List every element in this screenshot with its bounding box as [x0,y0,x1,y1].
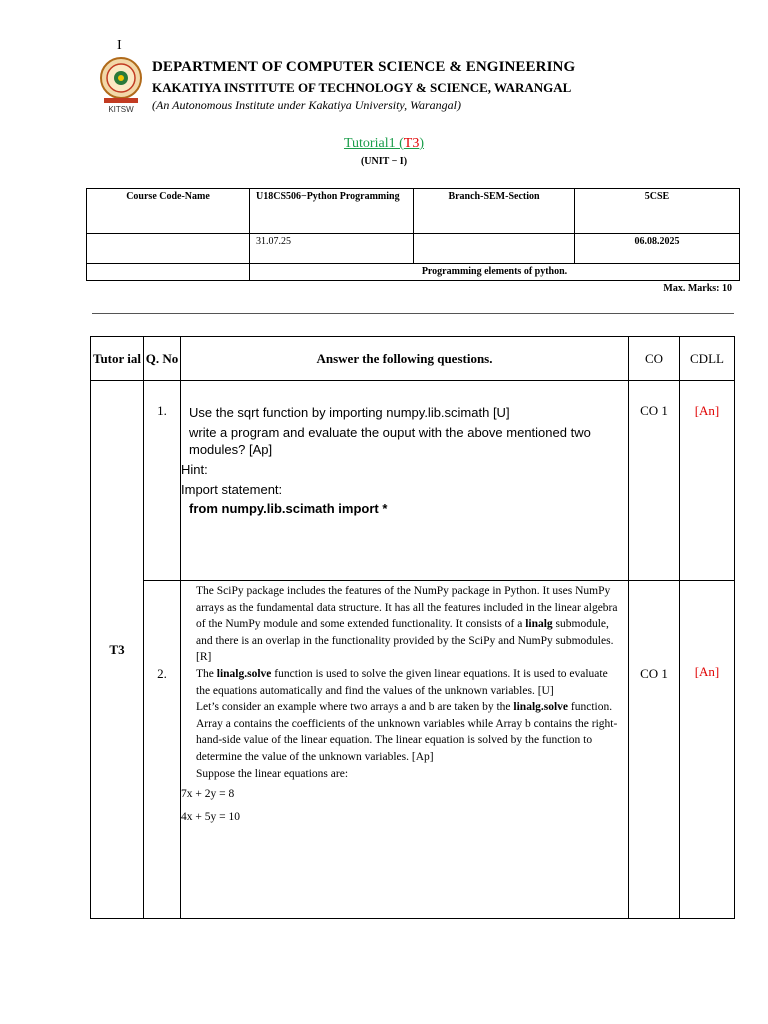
institute-logo [96,56,146,114]
tutorial-title: Tutorial1 (T3) [343,136,424,151]
max-marks: Max. Marks: 10 [663,283,732,294]
q1-co: CO 1 [629,381,680,581]
tutorial-code-cell: T3 [91,381,144,919]
date-due: 06.08.2025 [575,234,740,264]
header-question: Answer the following questions. [181,337,629,381]
questions-table [90,336,735,919]
header-tutorial: Tutor ial [91,337,144,381]
logo-text: KITSW [108,105,134,114]
course-label: Course Code-Name [87,189,250,234]
header-co: CO [629,337,680,381]
q2-number: 2. [144,581,181,919]
course-value: U18CS506−Python Programming [250,189,414,234]
header-cdll: CDLL [680,337,735,381]
divider [92,313,734,314]
branch-value: 5CSE [575,189,740,234]
tutorial-code: T3 [403,136,420,151]
q1-cdll: [An] [680,381,735,581]
q2-cdll: [An] [680,581,735,919]
branch-label: Branch-SEM-Section [414,189,575,234]
topic: Programming elements of python. [250,264,740,281]
page-marker: I [117,38,122,53]
unit-label: (UNIT − I) [360,156,408,167]
date-given: 31.07.25 [250,234,414,264]
q2-text: The SciPy package includes the features of the NumPy package in Python. It uses NumPy arrays as the fundamental data structure. It has all the features included in the linear algebra of the NumPy module and some extended functionality. It consists of a linalg submodule, and there is an overlap in the functionality provided by the SciPy and NumPy submodules. [R] The linalg.solve function is used to solve the given linear equations. It is used to evaluate the equations automatically and find the values of the unknown variables. [U] Let’s consider an example where two arrays a and b are taken by the linalg.solve function. Array a contains the coefficients of the unknown variables while Array b contains the right-hand-side value of the linear equation. The linear equation is solved by the function to determine the value of the unknown variables. [Ap] Suppose the linear equations are: 7x + 2y = 8 4x + 5y = 10 [181,581,629,919]
department-name: DEPARTMENT OF COMPUTER SCIENCE & ENGINEERING [152,59,576,75]
course-info-table [86,188,740,281]
q2-co: CO 1 [629,581,680,919]
q1-number: 1. [144,381,181,581]
institute-name: KAKATIYA INSTITUTE OF TECHNOLOGY & SCIENCE, WARANGAL [152,80,572,95]
q1-text: Use the sqrt function by importing numpy.lib.scimath [U] write a program and evaluate the ouput with the above mentioned two modules? [Ap] Hint: Import statement: from numpy.lib.scimath import * [181,381,629,581]
header-qno: Q. No [144,337,181,381]
autonomous-line: (An Autonomous Institute under Kakatiya University, Warangal) [152,98,461,112]
